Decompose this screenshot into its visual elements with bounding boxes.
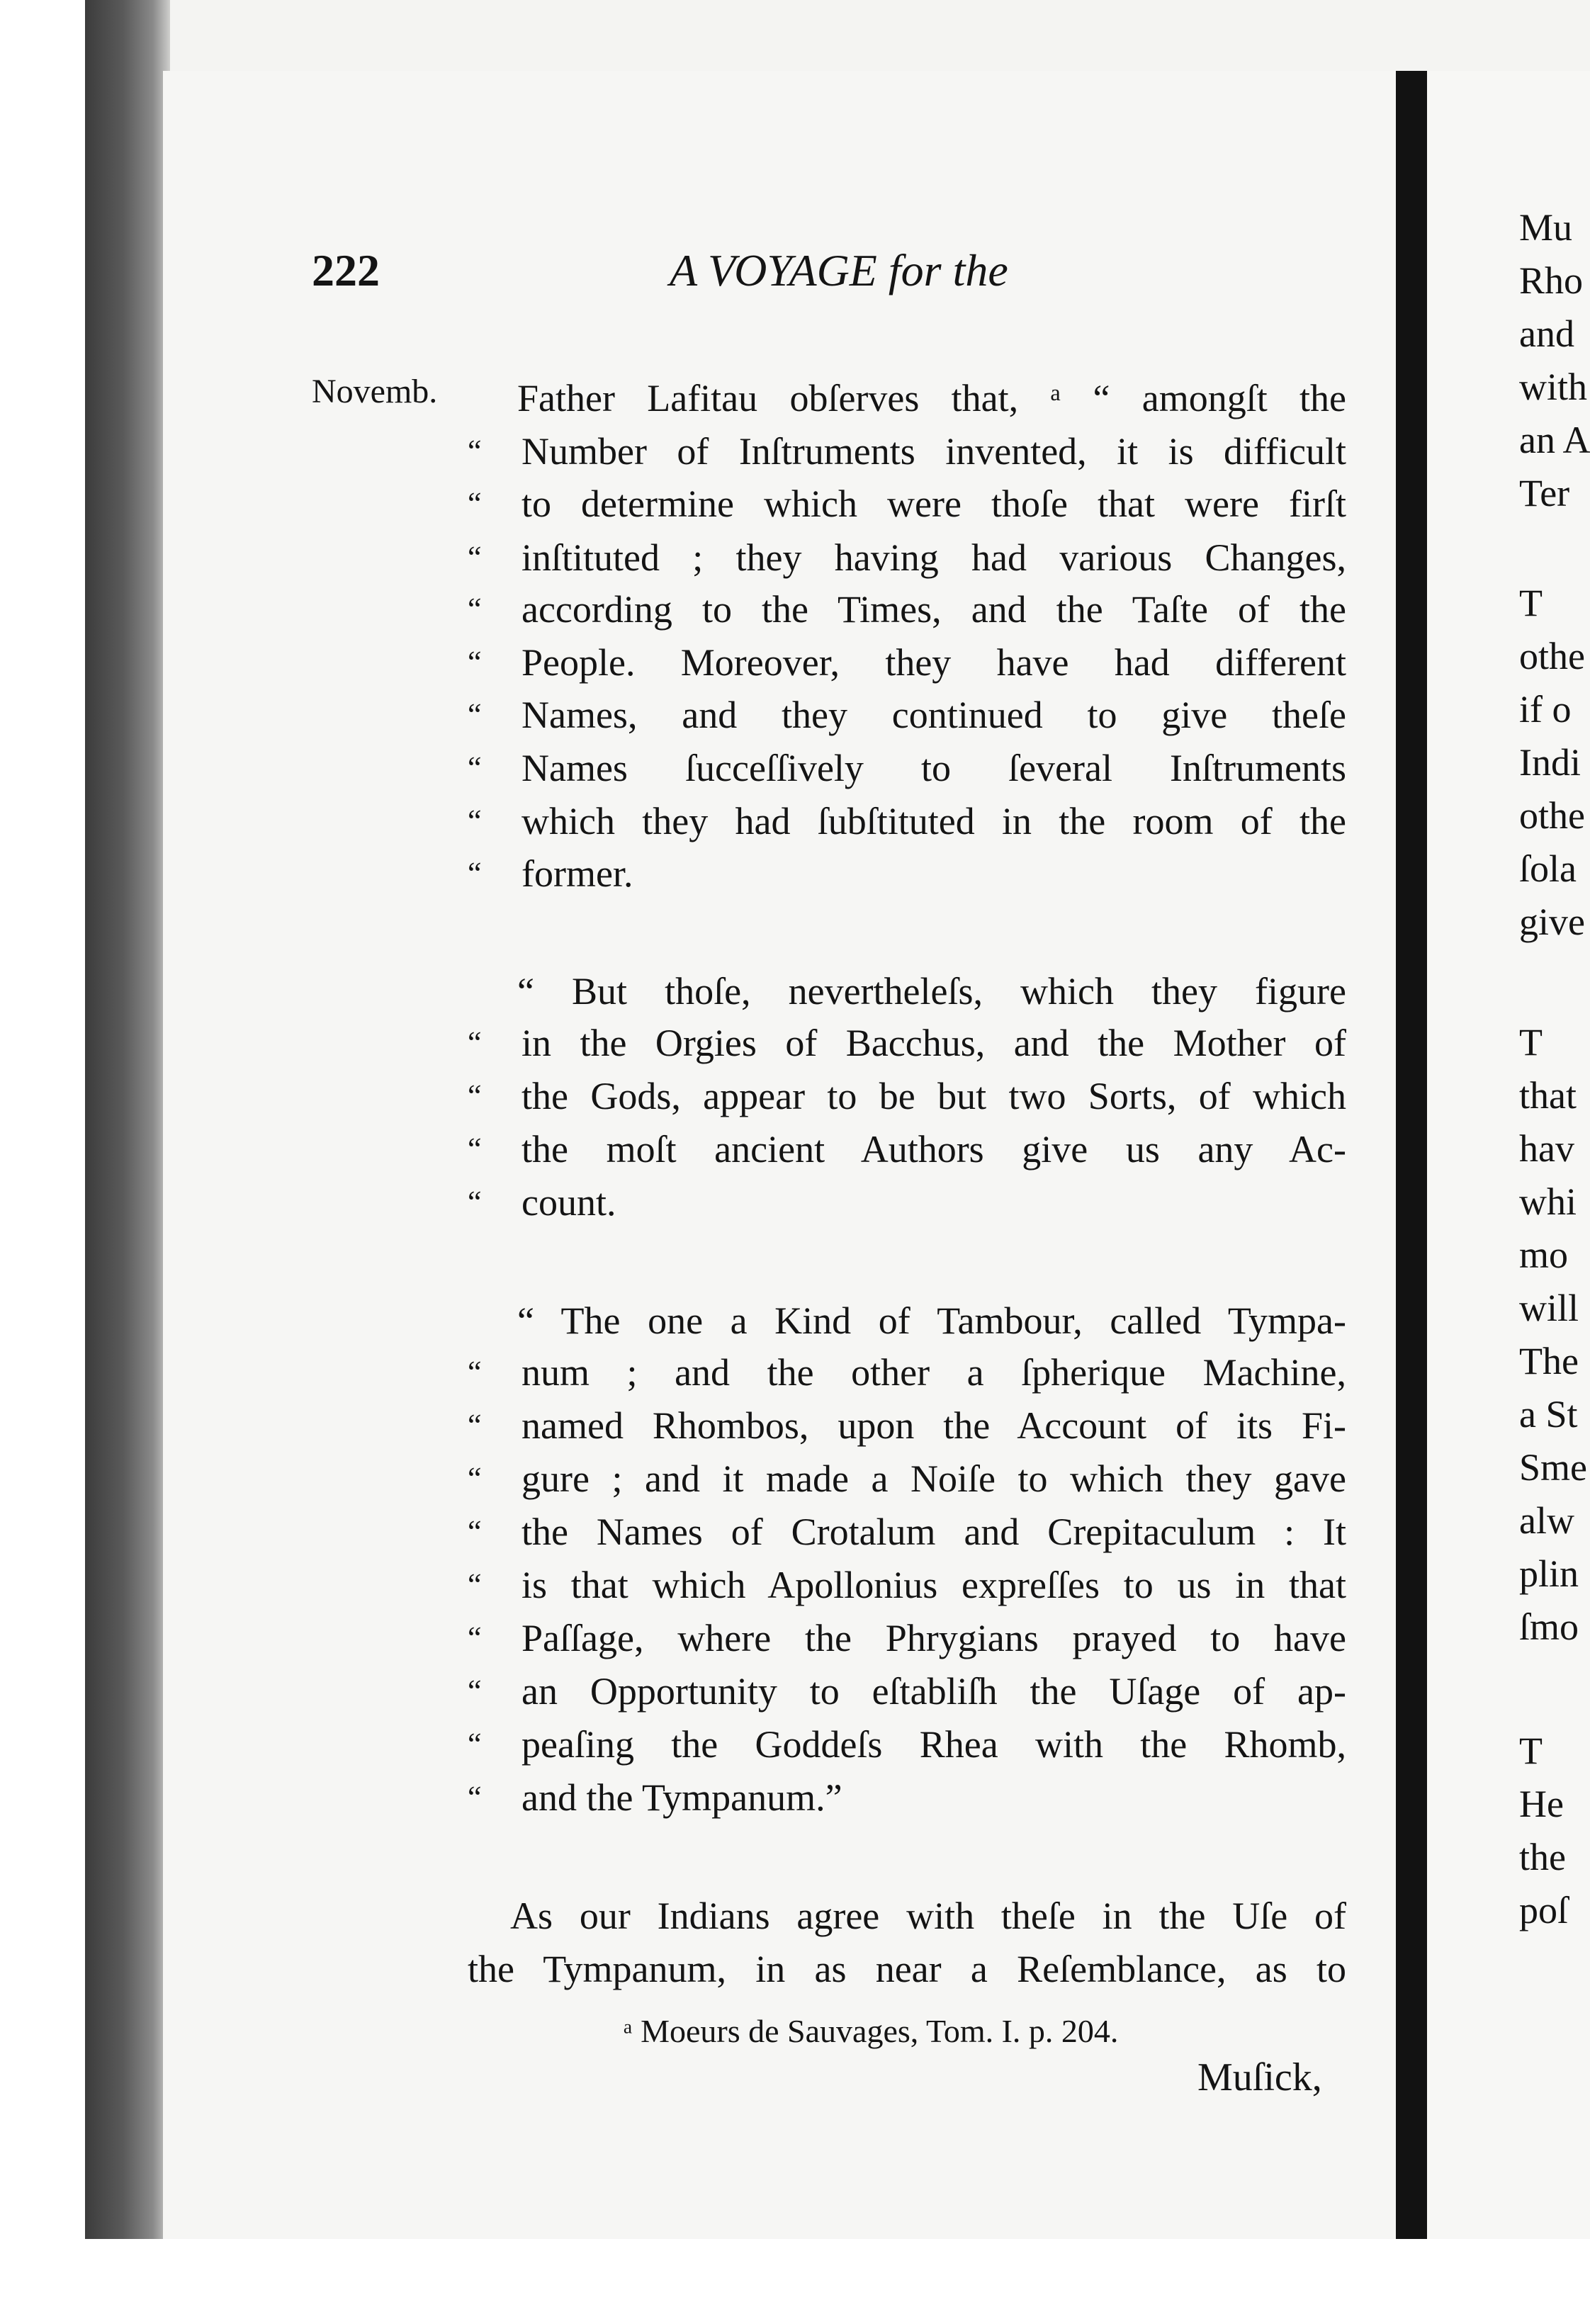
text-line	[468, 847, 1346, 900]
text-line	[468, 636, 1346, 689]
text-line	[468, 689, 1346, 741]
line-text: an Opportunity to eſtabliſh the Uſage of ap-	[521, 1670, 1346, 1713]
text-line	[468, 795, 1346, 847]
line-text: the moſt ancient Authors give us any Ac-	[521, 1128, 1346, 1171]
line-text: is that which Apollonius expreſſes to us in that	[521, 1564, 1346, 1606]
line-text: named Rhombos, upon the Account of its Fi-	[521, 1404, 1346, 1447]
facing-page-fragment: that	[1519, 1074, 1577, 1117]
quote-mark: “	[468, 1727, 482, 1761]
quote-mark: “	[468, 750, 482, 785]
text-line	[468, 1559, 1346, 1611]
quote-mark: “	[468, 856, 482, 891]
facing-page-fragment: ſola	[1519, 847, 1577, 890]
quote-mark: “	[468, 1674, 482, 1708]
facing-page-fragment: ſmo	[1519, 1606, 1579, 1648]
line-text: according to the Times, and the Taſte of the	[521, 588, 1346, 631]
margin-note: Novemb.	[312, 373, 438, 410]
line-text: and the Tympanum.”	[521, 1776, 842, 1819]
text-line	[468, 965, 1346, 1017]
facing-page-fragment: will	[1519, 1287, 1579, 1329]
line-text: peaſing the Goddeſs Rhea with the Rhomb,	[521, 1723, 1346, 1766]
text-line	[468, 1017, 1346, 1069]
text-line	[468, 1399, 1346, 1452]
line-text: Number of Inſtruments invented, it is difficult	[521, 430, 1346, 473]
line-text: num ; and the other a ſpherique Machine,	[521, 1351, 1346, 1394]
facing-page-fragment: The	[1519, 1340, 1579, 1382]
line-text: count.	[521, 1181, 616, 1224]
facing-page-fragment: T	[1519, 1730, 1543, 1772]
facing-page-fragment: Mu	[1519, 206, 1573, 249]
line-text: Names, and they continued to give theſe	[521, 694, 1346, 736]
text-line	[468, 478, 1346, 530]
facing-page-fragment: an A	[1519, 419, 1590, 461]
line-text: the Names of Crotalum and Crepitaculum : It	[521, 1511, 1346, 1553]
text-line	[468, 1665, 1346, 1717]
running-title: A VOYAGE for the	[670, 245, 1008, 295]
text-line	[468, 1771, 1346, 1824]
facing-page-fragment: a St	[1519, 1393, 1578, 1435]
facing-page-fragment: Ter	[1519, 472, 1570, 514]
line-text: “ But thoſe, nevertheleſs, which they figure	[517, 970, 1346, 1012]
line-text: Father Lafitau obſerves that, ᵃ “ amongſt the	[517, 377, 1346, 419]
line-text: the Gods, appear to be but two Sorts, of which	[521, 1075, 1346, 1117]
quote-mark: “	[468, 1132, 482, 1166]
line-text: gure ; and it made a Noiſe to which they gave	[521, 1457, 1346, 1500]
facing-page-fragment: give	[1519, 901, 1585, 943]
quote-mark: “	[468, 1514, 482, 1549]
quote-mark: “	[468, 540, 482, 575]
quote-mark: “	[468, 1078, 482, 1113]
text-line	[468, 742, 1346, 794]
quote-mark: “	[468, 1355, 482, 1389]
line-text: in the Orgies of Bacchus, and the Mother of	[521, 1022, 1346, 1064]
text-line	[468, 1612, 1346, 1664]
line-text: former.	[521, 852, 633, 895]
facing-page-fragment: and	[1519, 312, 1574, 355]
quote-mark: “	[468, 486, 482, 521]
facing-page-fragment: othe	[1519, 635, 1585, 677]
quote-mark: “	[468, 645, 482, 679]
facing-page-fragment: if o	[1519, 688, 1572, 731]
quote-mark: “	[468, 1185, 482, 1219]
text-line	[468, 1346, 1346, 1399]
line-text: Paſſage, where the Phrygians prayed to have	[521, 1617, 1346, 1659]
facing-page-fragment: plin	[1519, 1552, 1579, 1595]
quote-mark: “	[468, 1408, 482, 1443]
line-text: “ The one a Kind of Tambour, called Tympa-	[517, 1299, 1346, 1342]
text-line	[468, 583, 1346, 636]
text-line	[468, 1943, 1346, 1995]
facing-page-fragment: mo	[1519, 1234, 1569, 1276]
quote-mark: “	[468, 1620, 482, 1655]
quote-mark: “	[468, 1780, 482, 1815]
facing-page-fragment: Sme	[1519, 1446, 1588, 1489]
facing-page	[1427, 71, 1590, 2239]
page-divider	[1396, 71, 1427, 2239]
text-line	[468, 531, 1346, 584]
facing-page-fragment: alw	[1519, 1499, 1574, 1542]
quote-mark: “	[468, 1025, 482, 1060]
line-text: inſtituted ; they having had various Changes,	[521, 536, 1346, 579]
scan-margin	[0, 0, 85, 2324]
text-line	[468, 425, 1346, 478]
facing-page-fragment: the	[1519, 1836, 1566, 1878]
facing-page-fragment: whi	[1519, 1180, 1577, 1223]
book-gutter	[85, 0, 170, 2324]
facing-page-fragment: poſ	[1519, 1889, 1569, 1931]
text-line	[468, 1452, 1346, 1505]
facing-page-fragment: T	[1519, 1021, 1543, 1064]
facing-page-fragment: T	[1519, 582, 1543, 624]
quote-mark: “	[468, 697, 482, 732]
facing-page-fragment: Rho	[1519, 259, 1584, 302]
quote-mark: “	[468, 803, 482, 838]
text-line	[468, 1070, 1346, 1122]
quote-mark: “	[468, 1461, 482, 1496]
scan-bottom-margin	[0, 2239, 1590, 2324]
facing-page-fragment: hav	[1519, 1127, 1574, 1170]
facing-page-fragment: with	[1519, 366, 1588, 408]
text-line	[468, 1294, 1346, 1347]
facing-page-fragment: Indi	[1519, 741, 1581, 784]
facing-page-fragment: othe	[1519, 794, 1585, 837]
text-line	[468, 1506, 1346, 1558]
line-text: People. Moreover, they have had different	[521, 641, 1346, 684]
facing-page-fragment: He	[1519, 1783, 1564, 1825]
text-line	[468, 372, 1346, 424]
catchword: Muſick,	[1197, 2055, 1322, 2099]
quote-mark: “	[468, 1567, 482, 1602]
line-text: which they had ſubſtituted in the room of the	[521, 800, 1346, 842]
quote-mark: “	[468, 434, 482, 468]
footnote: ᵃ Moeurs de Sauvages, Tom. I. p. 204.	[624, 2013, 1119, 2049]
line-text: Names ſucceſſively to ſeveral Inſtruments	[521, 747, 1346, 789]
page-number: 222	[312, 245, 380, 295]
text-line	[468, 1176, 1346, 1229]
line-text: the Tympanum, in as near a Reſemblance, as to	[468, 1948, 1346, 1990]
line-text: As our Indians agree with theſe in the Uſe of	[510, 1895, 1346, 1937]
text-line	[468, 1890, 1346, 1942]
text-line	[468, 1123, 1346, 1175]
text-line	[468, 1718, 1346, 1771]
quote-mark: “	[468, 592, 482, 626]
line-text: to determine which were thoſe that were firſt	[521, 483, 1346, 525]
